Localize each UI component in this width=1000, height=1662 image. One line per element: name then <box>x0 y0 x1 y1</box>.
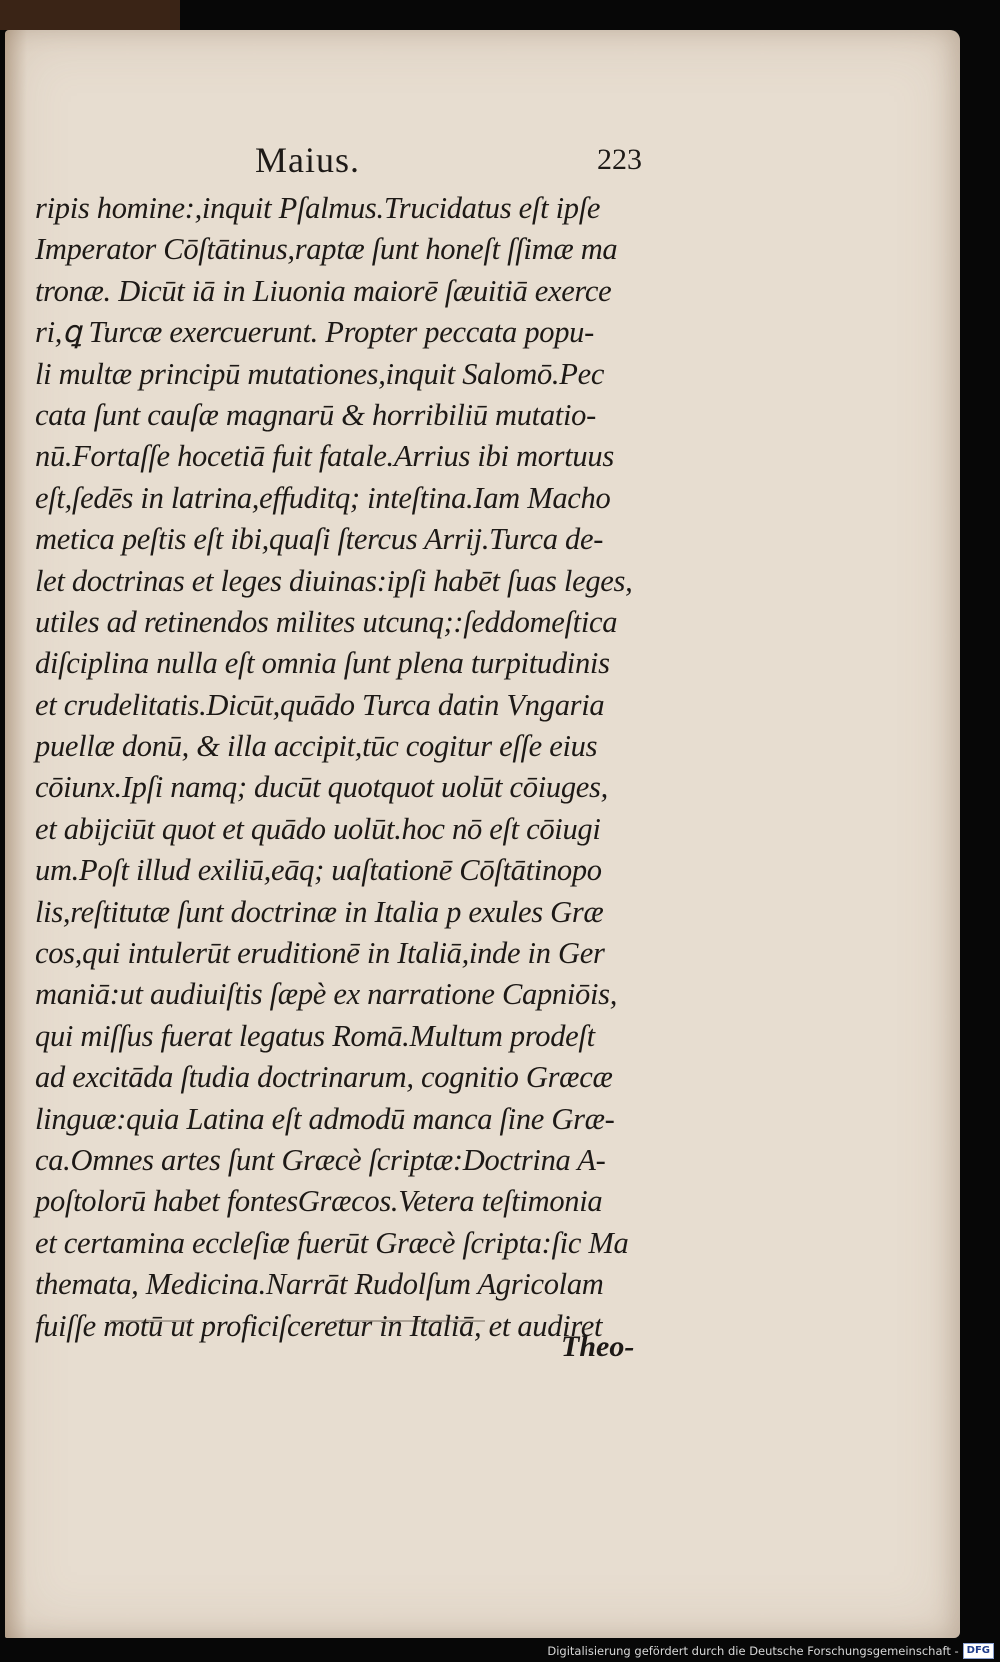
text-line: puellæ donū, & illa accipit,tūc cogitur eſſe eius <box>35 729 598 764</box>
dfg-logo: DFG <box>963 1643 994 1659</box>
text-line: let doctrinas et leges diuinas:ipſi habēt ſuas leges, <box>35 563 633 598</box>
text-line: et crudelitatis.Dicūt,quādo Turca datin Vngaria <box>35 687 605 722</box>
text-line: poſtolorū habet fontesGræcos.Vetera teſtimonia <box>35 1184 603 1219</box>
text-line: qui miſſus fuerat legatus Romā.Multum prodeſt <box>35 1018 595 1053</box>
book-edge <box>0 0 180 30</box>
text-line: cos,qui intulerūt eruditionē in Italiā,inde in Ger <box>35 936 605 971</box>
text-line: cōiunx.Ipſi namq; ducūt quotquot uolūt cōiuges, <box>35 770 608 805</box>
text-line: utiles ad retinendos milites utcunq;:ſeddomeſtica <box>35 604 618 639</box>
text-line: linguæ:quia Latina eſt admodū manca ſine Græ- <box>35 1101 615 1136</box>
text-line: um.Poſt illud exiliū,eāq; uaſtationē Cōſtātinopo <box>35 853 602 888</box>
text-line: li multæ principū mutationes,inquit Salomō.Pec <box>35 356 605 391</box>
text-line: ca.Omnes artes ſunt Græcè ſcriptæ:Doctrina A- <box>35 1142 606 1177</box>
text-line: themata, Medicina.Narrāt Rudolſum Agricolam <box>35 1267 604 1302</box>
printed-rule-fragment <box>335 1320 485 1322</box>
page-number: 223 <box>597 143 642 176</box>
text-line: et abijciūt quot et quādo uolūt.hoc nō eſt cōiugi <box>35 811 601 846</box>
text-line: ri,ꝗ Turcæ exercuerunt. Propter peccata popu- <box>35 315 594 350</box>
text-line: maniā:ut audiuiſtis ſæpè ex narratione Capniōis, <box>35 977 618 1012</box>
text-line: ripis homine:,inquit Pſalmus.Trucidatus eſt ipſe <box>35 191 601 225</box>
digitization-credit <box>547 1643 994 1659</box>
body-text <box>35 188 660 1347</box>
text-line: lis,reſtitutæ ſunt doctrinæ in Italia p exules Græ <box>35 894 604 929</box>
text-line: metica peſtis eſt ibi,quaſi ſtercus Arrij.Turca de- <box>35 522 604 557</box>
text-line: eſt,ſedēs in latrina,effuditq; inteſtina.Iam Macho <box>35 480 611 515</box>
printed-rule-fragment <box>110 1320 190 1322</box>
page-header <box>5 125 960 180</box>
text-line: et certamina eccleſiæ fuerūt Græcè ſcripta:ſic Ma <box>35 1225 629 1260</box>
text-line: fuiſſe motū ut proficiſceretur in Italiā, et audiret <box>35 1308 603 1343</box>
credit-text: Digitalisierung gefördert durch die Deutsche Forschungsgemeinschaft - <box>547 1644 959 1658</box>
text-line: cata ſunt cauſæ magnarū & horribiliū mutatio- <box>35 397 596 432</box>
text-line: tronæ. Dicūt iā in Liuonia maiorē ſæuitiā exerce <box>35 273 612 308</box>
book-page <box>5 30 960 1638</box>
text-line: ad excitāda ſtudia doctrinarum, cognitio Græcæ <box>35 1060 613 1095</box>
text-line: Imperator Cōſtātinus,raptæ ſunt honeſt ſſimæ ma <box>35 232 618 267</box>
text-line: diſciplina nulla eſt omnia ſunt plena turpitudinis <box>35 646 610 681</box>
catchword: Theo- <box>561 1330 635 1363</box>
running-head: Maius. <box>255 140 360 180</box>
text-line: nū.Fortaſſe hocetiā fuit fatale.Arrius ibi mortuus <box>35 439 614 474</box>
